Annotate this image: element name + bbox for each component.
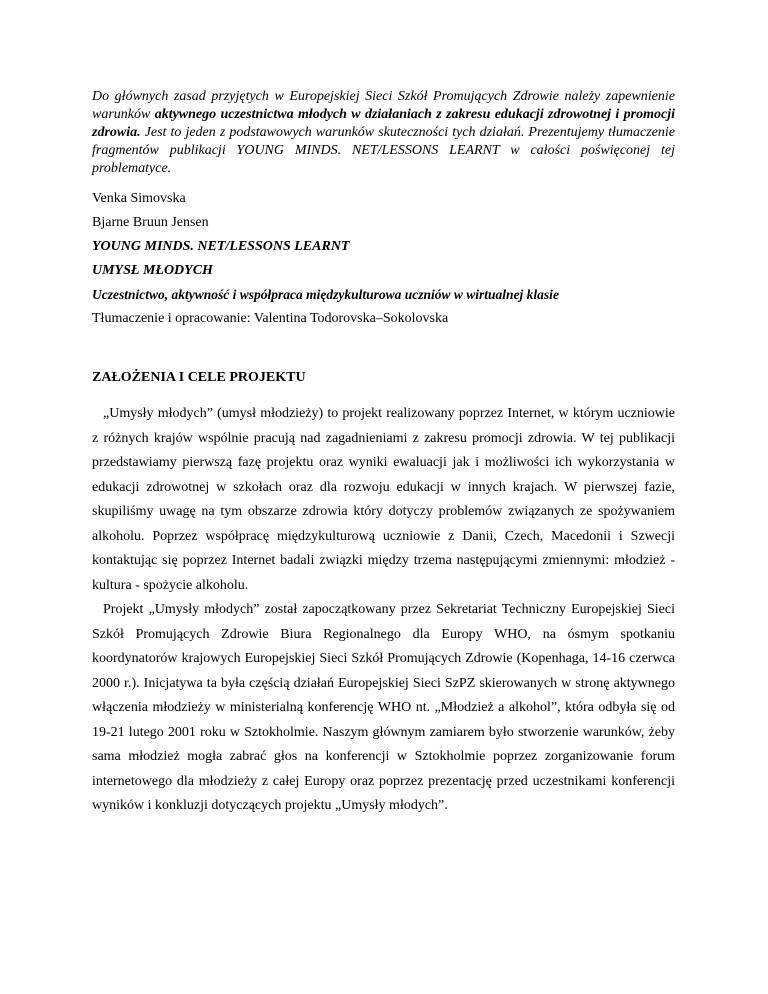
body-paragraph-1: „Umysły młodych” (umysł młodzieży) to projekt realizowany poprzez Internet, w którym uczniowie z różnych krajów wspólnie pracują nad zagadnieniami z zakresu promocji zdrowia. W tej publikacji przedstawiamy pierwszą fazę projektu oraz wyniki ewaluacji jak i możliwości ich wykorzystania w edukacji zdrowotnej w szkołach oraz dla rozwoju edukacji w innych krajach. W pierwszej fazie, skupiliśmy uwagę na tym obszarze zdrowia który dotyczy problemów związanych ze spożywaniem alkoholu. Poprzez współpracę międzykulturową uczniowie z Danii, Czech, Macedonii i Szwecji kontaktując się poprzez Internet badali związki między trzema następującymi zmiennymi: młodzież - kultura - spożycie alkoholu. <box>92 406 675 593</box>
document-page <box>92 88 675 819</box>
translation-credit: Tłumaczenie i opracowanie: Valentina Todorovska–Sokolovska <box>92 311 449 326</box>
publication-title-pl: UMYSŁ MŁODYCH <box>92 263 213 278</box>
section-heading: ZAŁOŻENIA I CELE PROJEKTU <box>92 370 306 385</box>
intro-bold-text: aktywnego uczestnictwa młodych w działaniach z zakresu edukacji zdrowotnej i promocji zdrowia. <box>92 107 675 140</box>
publication-subtitle: Uczestnictwo, aktywność i współpraca międzykulturowa uczniów w wirtualnej klasie <box>92 287 559 302</box>
intro-paragraph <box>92 88 675 178</box>
intro-text-2: Jest to jeden z podstawowych warunków skuteczności tych działań. Prezentujemy tłumaczenie fragmentów publikacji YOUNG MINDS. NET/LESSONS LEARNT w całości poświęconej tej problematyce. <box>92 125 675 176</box>
body-paragraph-2: Projekt „Umysły młodych” został zapoczątkowany przez Sekretariat Techniczny Europejskiej Sieci Szkół Promujących Zdrowie Biura Regionalnego dla Europy WHO, na ósmym spotkaniu koordynatorów krajowych Europejskiej Sieci Szkół Promujących Zdrowie (Kopenhaga, 14-16 czerwca 2000 r.). Inicjatywa ta była częścią działań Europejskiej Sieci SzPZ skierowanych w stronę aktywnego włączenia młodzieży w ministerialną konferencję WHO nt. „Młodzież a alkohol”, która odbyła się od 19-21 lutego 2001 roku w Sztokholmie. Naszym głównym zamiarem było stworzenie warunków, żeby sama młodzież mogła zabrać głos na konferencji w Sztokholmie poprzez zorganizowanie forum internetowego dla młodzieży z całej Europy oraz poprzez prezentację przed uczestnikami konferencji wyników i konkluzji dotyczących projektu „Umysły młodych”. <box>92 602 675 813</box>
intro-text-1: Do głównych zasad przyjętych w Europejskiej Sieci Szkół Promujących Zdrowie należy zapewnienie warunków <box>92 89 675 122</box>
author-2: Bjarne Bruun Jensen <box>92 215 209 230</box>
publication-title: YOUNG MINDS. NET/LESSONS LEARNT <box>92 239 350 254</box>
author-1: Venka Simovska <box>92 191 186 206</box>
